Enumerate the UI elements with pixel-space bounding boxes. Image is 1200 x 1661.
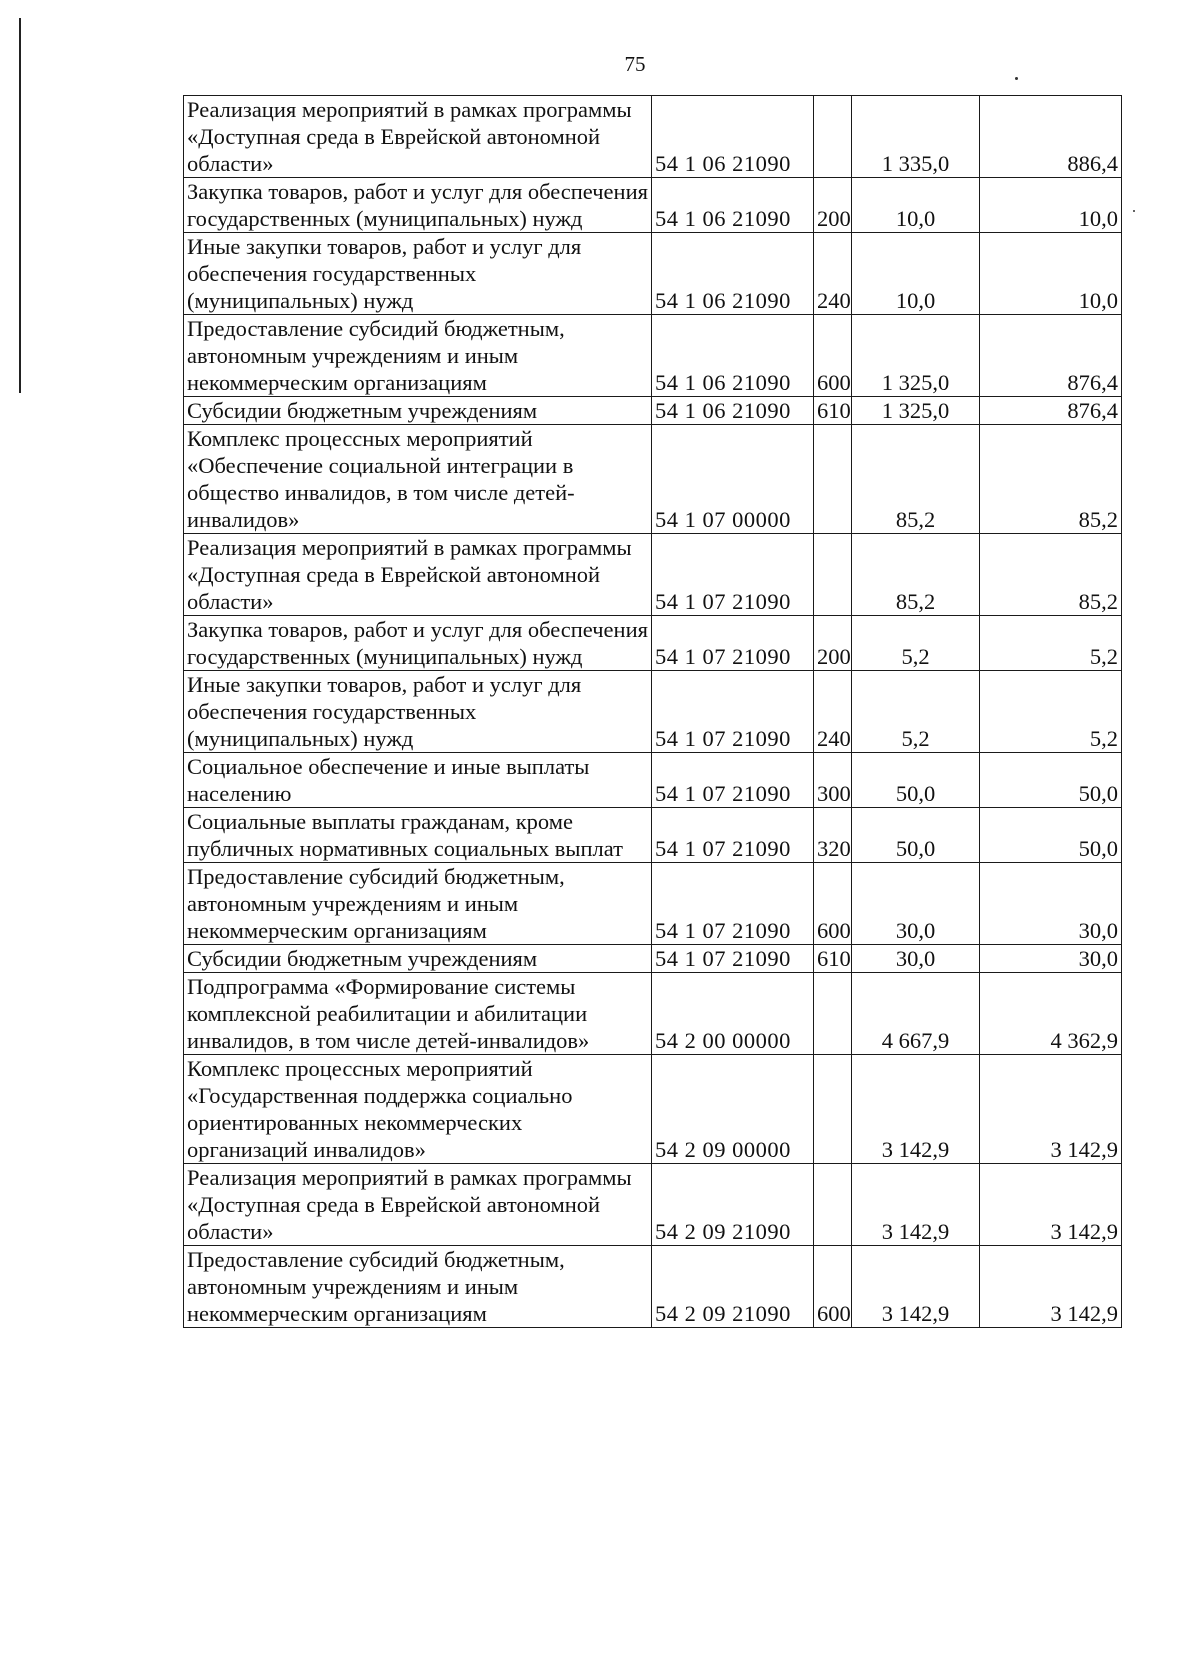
row-amount-2: 85,2	[980, 425, 1122, 534]
row-code: 54 2 00 00000	[652, 973, 814, 1055]
row-amount-1: 4 667,9	[852, 973, 980, 1055]
budget-table	[183, 95, 1122, 1328]
row-name: Иные закупки товаров, работ и услуг для обеспечения государственных (муниципальных) нужд	[184, 233, 652, 315]
row-amount-1: 10,0	[852, 233, 980, 315]
table-row	[184, 96, 1122, 178]
table-row	[184, 1246, 1122, 1328]
table-row	[184, 808, 1122, 863]
row-expense-type: 610	[814, 397, 852, 425]
row-amount-1: 85,2	[852, 534, 980, 616]
row-amount-2: 3 142,9	[980, 1164, 1122, 1246]
scan-speck	[1015, 77, 1018, 80]
row-name: Подпрограмма «Формирование системы комплексной реабилитации и абилитации инвалидов, в том числе детей-инвалидов»	[184, 973, 652, 1055]
row-expense-type	[814, 425, 852, 534]
row-code: 54 2 09 00000	[652, 1055, 814, 1164]
row-expense-type: 320	[814, 808, 852, 863]
row-code: 54 1 07 21090	[652, 863, 814, 945]
row-amount-2: 886,4	[980, 96, 1122, 178]
row-name: Предоставление субсидий бюджетным, автономным учреждениям и иным некоммерческим организациям	[184, 1246, 652, 1328]
row-expense-type: 600	[814, 863, 852, 945]
row-code: 54 1 06 21090	[652, 233, 814, 315]
row-amount-1: 30,0	[852, 945, 980, 973]
row-amount-2: 10,0	[980, 233, 1122, 315]
row-code: 54 1 06 21090	[652, 397, 814, 425]
row-amount-2: 30,0	[980, 863, 1122, 945]
table-row	[184, 425, 1122, 534]
row-code: 54 1 07 21090	[652, 616, 814, 671]
row-amount-1: 3 142,9	[852, 1055, 980, 1164]
row-name: Предоставление субсидий бюджетным, автономным учреждениям и иным некоммерческим организациям	[184, 315, 652, 397]
row-code: 54 1 06 21090	[652, 96, 814, 178]
row-code: 54 1 06 21090	[652, 178, 814, 233]
row-code: 54 1 06 21090	[652, 315, 814, 397]
row-amount-1: 10,0	[852, 178, 980, 233]
row-amount-1: 1 325,0	[852, 315, 980, 397]
row-name: Реализация мероприятий в рамках программы «Доступная среда в Еврейской автономной области»	[184, 96, 652, 178]
row-name: Иные закупки товаров, работ и услуг для обеспечения государственных (муниципальных) нужд	[184, 671, 652, 753]
row-expense-type: 240	[814, 233, 852, 315]
row-name: Предоставление субсидий бюджетным, автономным учреждениям и иным некоммерческим организациям	[184, 863, 652, 945]
row-name: Комплекс процессных мероприятий «Обеспечение социальной интеграции в общество инвалидов, в том числе детей-инвалидов»	[184, 425, 652, 534]
row-code: 54 2 09 21090	[652, 1246, 814, 1328]
row-name: Субсидии бюджетным учреждениям	[184, 397, 652, 425]
table-row	[184, 178, 1122, 233]
row-amount-1: 85,2	[852, 425, 980, 534]
table-row	[184, 1055, 1122, 1164]
row-amount-2: 3 142,9	[980, 1246, 1122, 1328]
row-code: 54 2 09 21090	[652, 1164, 814, 1246]
row-amount-2: 4 362,9	[980, 973, 1122, 1055]
table-row	[184, 233, 1122, 315]
row-expense-type	[814, 1164, 852, 1246]
row-name: Субсидии бюджетным учреждениям	[184, 945, 652, 973]
row-amount-2: 876,4	[980, 315, 1122, 397]
row-code: 54 1 07 21090	[652, 534, 814, 616]
table-row	[184, 973, 1122, 1055]
table-row	[184, 616, 1122, 671]
table-row	[184, 1164, 1122, 1246]
row-expense-type: 200	[814, 178, 852, 233]
row-amount-1: 1 335,0	[852, 96, 980, 178]
row-expense-type: 600	[814, 1246, 852, 1328]
row-amount-2: 10,0	[980, 178, 1122, 233]
table-row	[184, 753, 1122, 808]
row-expense-type: 610	[814, 945, 852, 973]
table-row	[184, 945, 1122, 973]
row-amount-2: 3 142,9	[980, 1055, 1122, 1164]
row-name: Реализация мероприятий в рамках программы «Доступная среда в Еврейской автономной области»	[184, 1164, 652, 1246]
row-amount-2: 50,0	[980, 753, 1122, 808]
row-expense-type: 200	[814, 616, 852, 671]
row-name: Реализация мероприятий в рамках программы «Доступная среда в Еврейской автономной области»	[184, 534, 652, 616]
row-name: Закупка товаров, работ и услуг для обеспечения государственных (муниципальных) нужд	[184, 178, 652, 233]
row-code: 54 1 07 00000	[652, 425, 814, 534]
row-amount-1: 3 142,9	[852, 1246, 980, 1328]
row-code: 54 1 07 21090	[652, 808, 814, 863]
row-expense-type	[814, 973, 852, 1055]
budget-table-body	[184, 96, 1122, 1328]
row-code: 54 1 07 21090	[652, 753, 814, 808]
table-row	[184, 671, 1122, 753]
row-amount-1: 5,2	[852, 616, 980, 671]
row-name: Социальное обеспечение и иные выплаты населению	[184, 753, 652, 808]
row-amount-1: 5,2	[852, 671, 980, 753]
row-name: Комплекс процессных мероприятий «Государственная поддержка социально ориентированных некоммерческих организаций инвалидов»	[184, 1055, 652, 1164]
row-amount-2: 5,2	[980, 616, 1122, 671]
row-amount-2: 30,0	[980, 945, 1122, 973]
row-expense-type	[814, 1055, 852, 1164]
scan-speck	[1133, 210, 1135, 212]
row-code: 54 1 07 21090	[652, 671, 814, 753]
row-amount-1: 50,0	[852, 808, 980, 863]
page-number: 75	[624, 52, 646, 76]
row-amount-2: 85,2	[980, 534, 1122, 616]
table-row	[184, 315, 1122, 397]
row-amount-2: 5,2	[980, 671, 1122, 753]
row-expense-type: 600	[814, 315, 852, 397]
row-expense-type: 300	[814, 753, 852, 808]
row-amount-2: 50,0	[980, 808, 1122, 863]
row-amount-1: 50,0	[852, 753, 980, 808]
row-expense-type: 240	[814, 671, 852, 753]
table-row	[184, 534, 1122, 616]
row-name: Закупка товаров, работ и услуг для обеспечения государственных (муниципальных) нужд	[184, 616, 652, 671]
table-row	[184, 397, 1122, 425]
row-amount-1: 3 142,9	[852, 1164, 980, 1246]
row-code: 54 1 07 21090	[652, 945, 814, 973]
row-expense-type	[814, 96, 852, 178]
row-expense-type	[814, 534, 852, 616]
row-name: Социальные выплаты гражданам, кроме публичных нормативных социальных выплат	[184, 808, 652, 863]
row-amount-1: 30,0	[852, 863, 980, 945]
row-amount-2: 876,4	[980, 397, 1122, 425]
table-row	[184, 863, 1122, 945]
row-amount-1: 1 325,0	[852, 397, 980, 425]
